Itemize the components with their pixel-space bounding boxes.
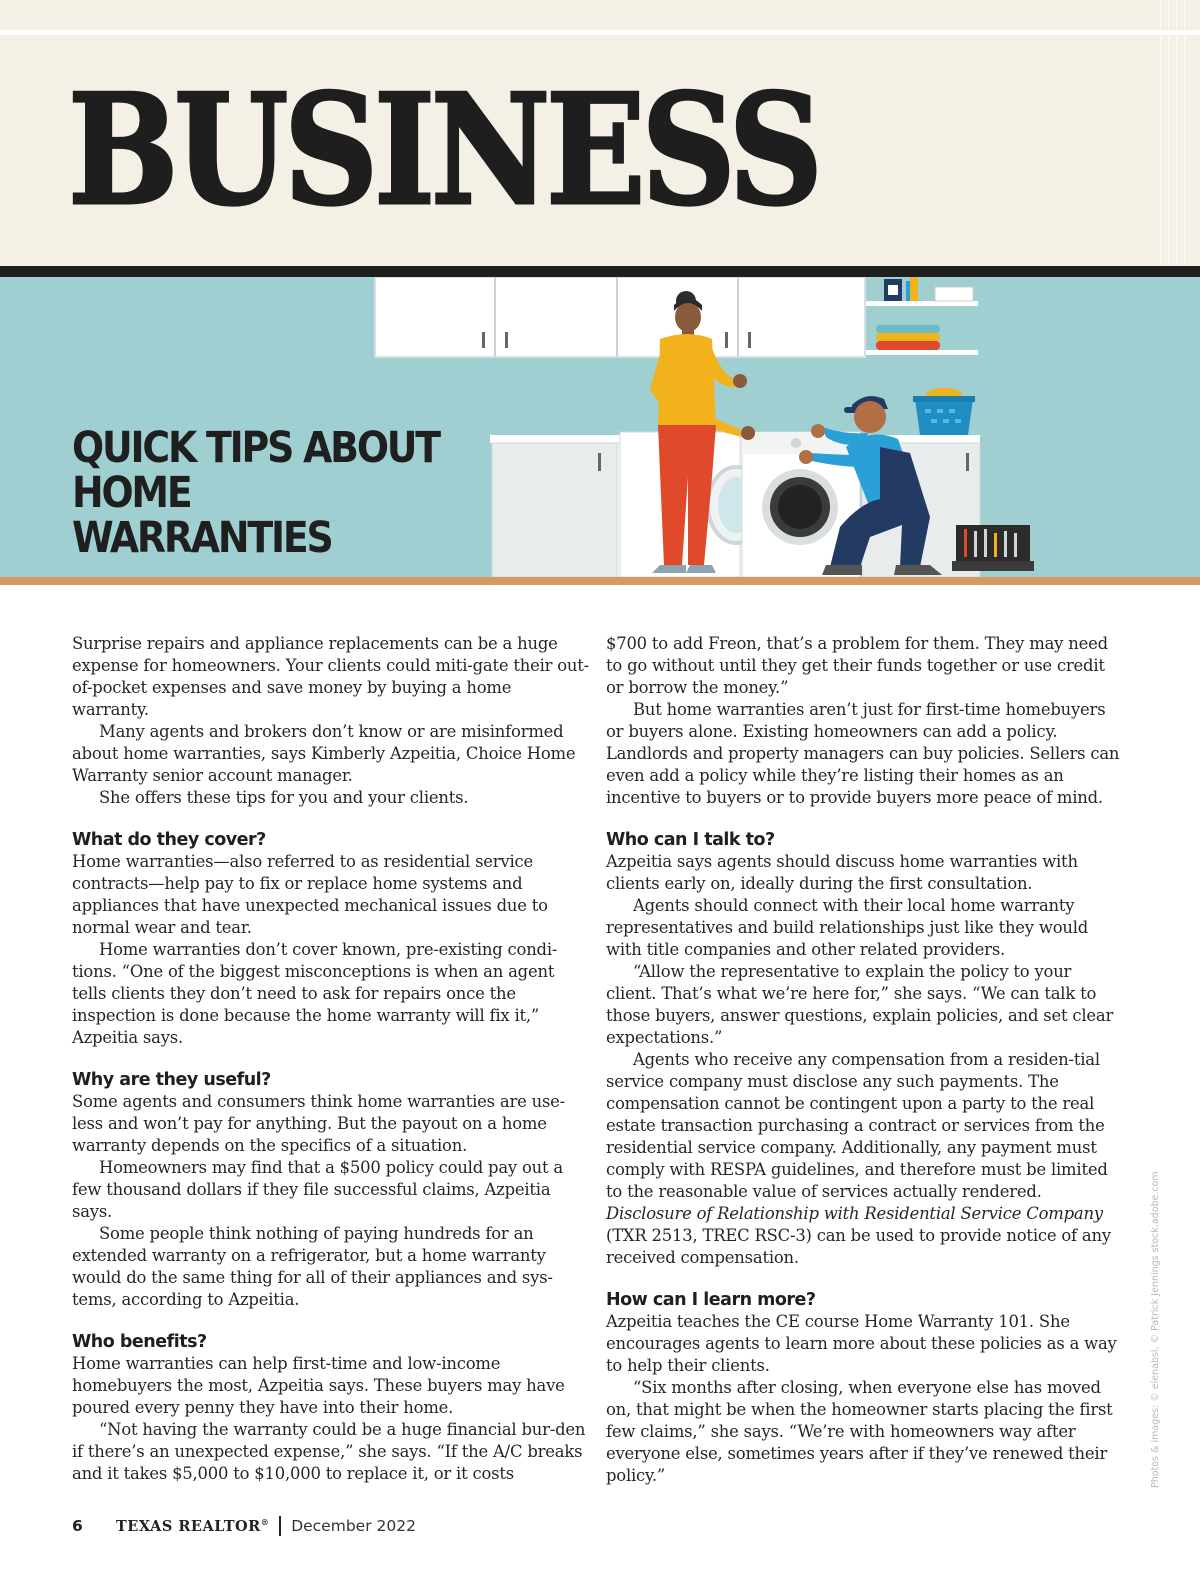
paragraph: Azpeitia says agents should discuss home warranties with clients early on, ideally during the first consultation. — [606, 852, 1078, 893]
paragraph: “Not having the warranty could be a huge financial bur-den if there’s an unexpected expense,” she says. “If the A/C breaks and it takes $5,000 to $10,000 to replace it, or it costs — [72, 1420, 586, 1483]
upper-cabinets — [375, 277, 865, 357]
paragraph: “Six months after closing, when everyone else has moved on, that might be when the homeowner starts placing the first few claims,” she says. “We’re with homeowners way after everyone else, sometimes years after if they’ve renewed their policy.” — [606, 1378, 1113, 1485]
hero-illustration — [0, 277, 1200, 577]
article-column-left — [72, 633, 592, 1485]
registered-mark: ® — [260, 1517, 270, 1528]
magazine-title: TEXAS REALTOR — [116, 1517, 261, 1535]
header-rule — [0, 266, 1200, 277]
headline-line-2: HOME WARRANTIES — [72, 468, 332, 563]
paragraph: Many agents and brokers don’t know or are misinformed about home warranties, says Kimberly Azpeitia, Choice Home Warranty senior account manager. — [72, 722, 576, 785]
subheading-who-benefits: Who benefits? — [72, 1332, 207, 1352]
form-reference: (TXR 2513, TREC RSC-3) can be used to provide notice of any received compensation. — [606, 1226, 1111, 1267]
divider — [1168, 0, 1169, 266]
paragraph: Home warranties—also referred to as residential service contracts—help pay to fix or replace home systems and appliances that have unexpected mechanical issues due to normal wear and tear. — [72, 852, 548, 937]
issue-date: December 2022 — [291, 1517, 416, 1535]
photo-credit: Photos & images: © elenabsl, © Patrick Jennings stock.adobe.com — [1150, 1171, 1161, 1488]
paragraph: Some people think nothing of paying hundreds for an extended warranty on a refrigerator, but a home warranty would do the same thing for all of their appliances and sys-tems, according to Azpeitia. — [72, 1224, 553, 1309]
paragraph: Agents should connect with their local home warranty representatives and build relationships just like they would with title companies and other related providers. — [606, 896, 1089, 959]
subheading-who-can-i-talk-to: Who can I talk to? — [606, 830, 775, 850]
divider — [1176, 0, 1177, 266]
shelves — [866, 277, 978, 355]
paragraph: Agents who receive any compensation from a residen-tial service company must disclose any such payments. The compensation cannot be contingent upon a party to the real estate transaction purchasing a contract or services from the residential service company. Additionally, any payment must comply with RESPA guidelines, and therefore must be limited to the reasonable value of services actually rendered. — [606, 1050, 1108, 1201]
masthead-stripe — [0, 30, 1200, 35]
paragraph: She offers these tips for you and your clients. — [99, 788, 469, 807]
article-column-right — [606, 633, 1126, 1487]
floor-stripe — [0, 577, 1200, 585]
headline-line-1: QUICK TIPS ABOUT — [72, 423, 439, 473]
page-number: 6 — [72, 1517, 83, 1535]
page-footer — [72, 1514, 416, 1538]
divider — [1160, 0, 1161, 266]
paragraph: Surprise repairs and appliance replacements can be a huge expense for homeowners. Your clients could miti-gate their out-of-pocket expenses and save money by buying a home warranty. — [72, 634, 590, 719]
paragraph: Home warranties don’t cover known, pre-existing condi-tions. “One of the biggest misconceptions is when an agent tells clients they don’t need to ask for repairs once the inspection is done because the home warranty will fix it,” Azpeitia says. — [72, 940, 558, 1047]
form-title: Disclosure of Relationship with Residential Service Company — [606, 1204, 1103, 1223]
section-title: BUSINESS — [68, 60, 819, 239]
paragraph: Some agents and consumers think home warranties are use-less and won’t pay for anything. But the payout on a home warranty depends on the specifics of a situation. — [72, 1092, 566, 1155]
paragraph: Homeowners may find that a $500 policy could pay out a few thousand dollars if they file successful claims, Azpeitia says. — [72, 1158, 563, 1221]
magazine-name — [116, 1517, 269, 1535]
paragraph: Azpeitia teaches the CE course Home Warranty 101. She encourages agents to learn more about these policies as a way to help their clients. — [606, 1312, 1117, 1375]
paragraph: But home warranties aren’t just for first-time homebuyers or buyers alone. Existing homeowners can add a policy. Landlords and property managers can buy policies. Sellers can even add a policy while they’re listing their homes as an incentive to buyers or to provide buyers more peace of mind. — [606, 700, 1120, 807]
footer-divider — [279, 1516, 281, 1536]
subheading-what-do-they-cover: What do they cover? — [72, 830, 266, 850]
paragraph: Home warranties can help first-time and low-income homebuyers the most, Azpeitia says. These buyers may have poured every penny they have into their home. — [72, 1354, 565, 1417]
subheading-why-are-they-useful: Why are they useful? — [72, 1070, 271, 1090]
laundry-basket — [913, 388, 975, 435]
toolbox — [952, 525, 1034, 571]
masthead — [0, 0, 1200, 266]
subheading-how-can-i-learn-more: How can I learn more? — [606, 1290, 816, 1310]
article-headline — [72, 423, 450, 563]
paragraph: $700 to add Freon, that’s a problem for them. They may need to go without until they get their funds together or use credit or borrow the money.” — [606, 634, 1108, 697]
divider — [1184, 0, 1185, 266]
paragraph: “Allow the representative to explain the policy to your client. That’s what we’re here for,” she says. “We can talk to those buyers, answer questions, explain policies, and set clear expectations.” — [606, 962, 1114, 1047]
paragraph — [606, 1203, 1126, 1269]
